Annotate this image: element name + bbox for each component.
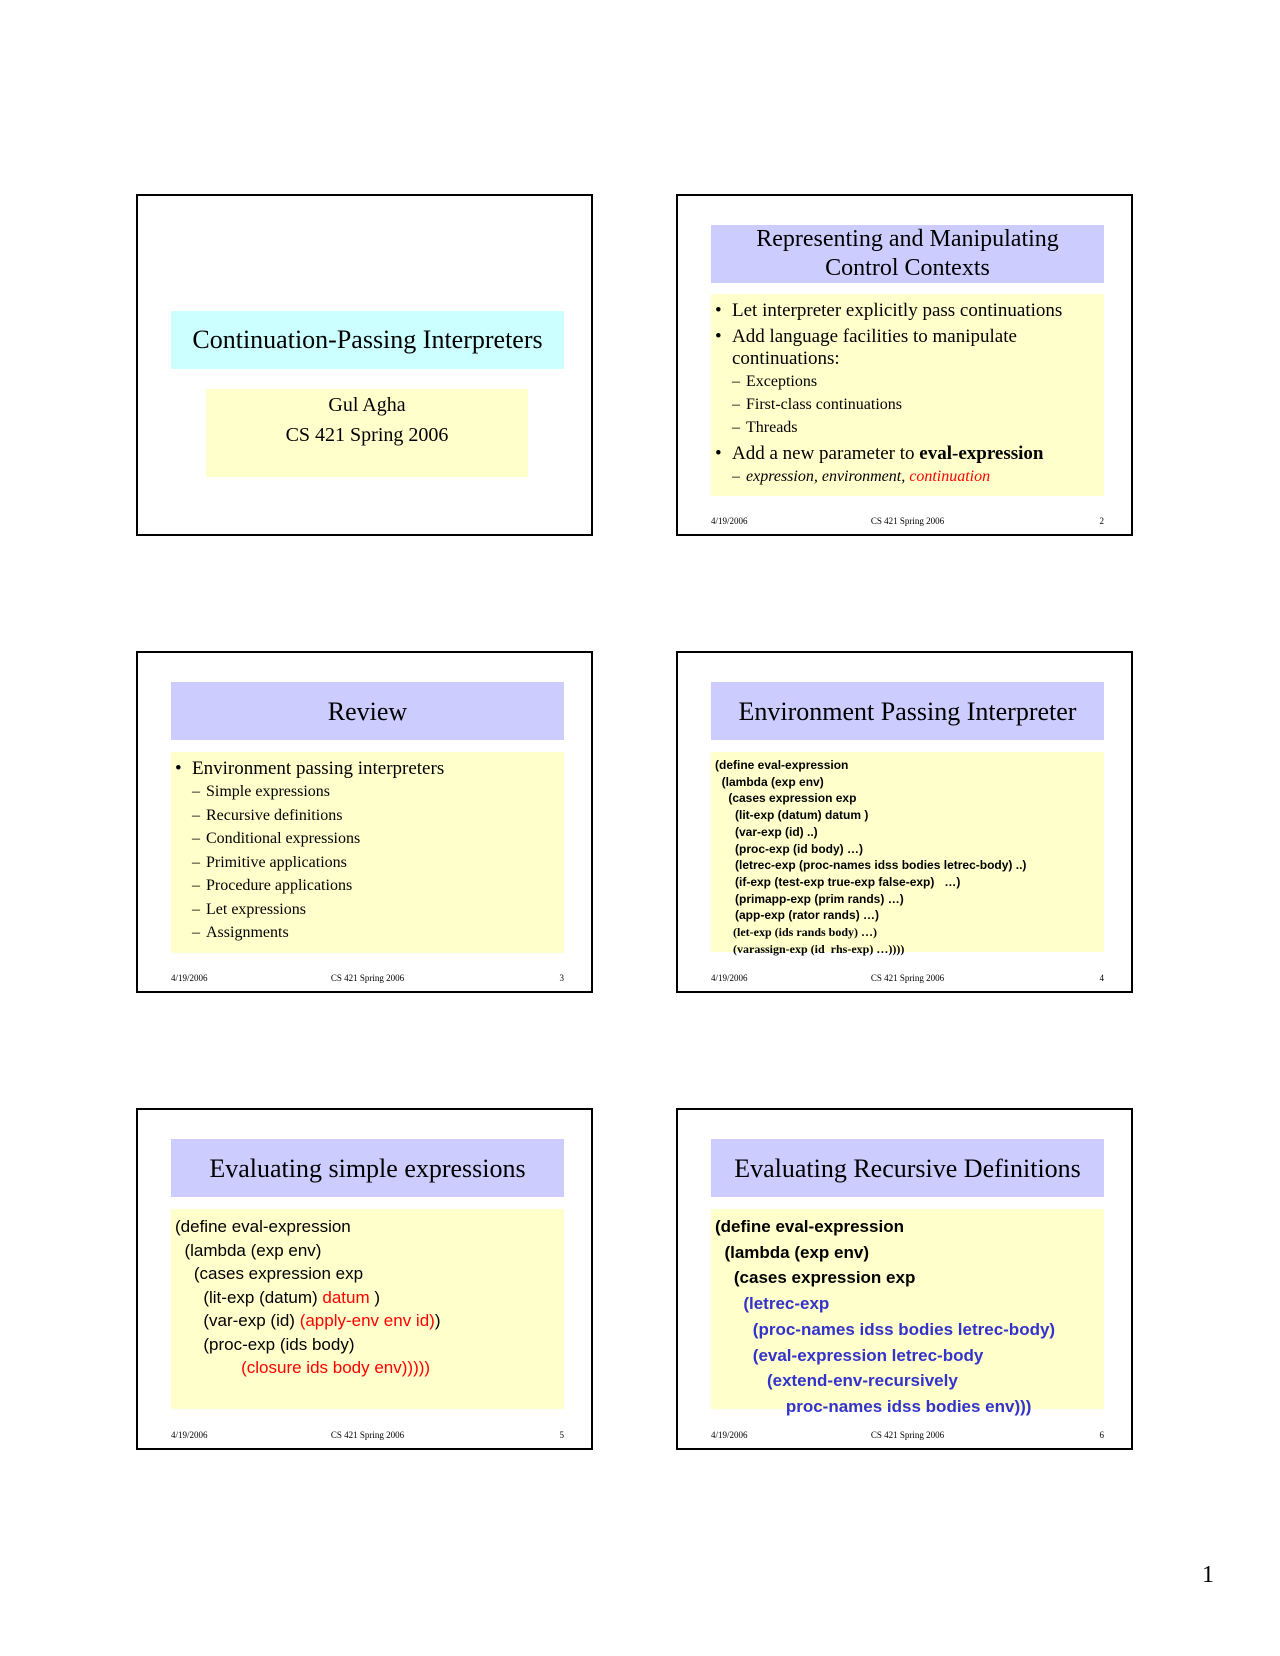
code-line: (proc-names idss bodies letrec-body) — [715, 1319, 1056, 1339]
footer-course: CS 421 Spring 2006 — [870, 1430, 945, 1440]
slide-title: Review — [171, 682, 564, 740]
slide-body — [171, 752, 564, 953]
code-line: (define eval-expression — [175, 1217, 351, 1236]
code-line — [175, 1286, 564, 1310]
slide-2 — [676, 194, 1133, 536]
code-line: (lit-exp (datum) datum ) — [715, 808, 869, 823]
code-line: (letrec-exp (proc-names idss bodies letrec-body) ..) — [715, 858, 1027, 873]
footer-course: CS 421 Spring 2006 — [330, 973, 405, 983]
footer-slide-number: 4 — [1099, 973, 1104, 983]
author-box — [206, 389, 528, 477]
code-line: (proc-exp (id body) …) — [715, 841, 863, 856]
slide-body — [711, 294, 1104, 496]
code-line: (cases expression exp — [715, 791, 857, 806]
title-line-1: Representing and Manipulating — [756, 226, 1059, 252]
code-line: (lambda (exp env) — [715, 774, 824, 789]
bullet-text: continuations: — [732, 348, 840, 369]
bullet-bold-text: eval-expression — [919, 443, 1044, 464]
sub-item — [732, 465, 1104, 488]
code-line: (var-exp (id) ..) — [715, 824, 818, 839]
sub-item: – Let expressions — [192, 898, 564, 922]
title-line-2: Control Contexts — [825, 255, 990, 281]
code-line: (define eval-expression — [715, 1217, 904, 1236]
bullet-item — [711, 443, 1104, 488]
code-line: (define eval-expression — [715, 758, 849, 772]
sub-item: – First-class continuations — [732, 393, 1104, 416]
slide-footer — [711, 516, 1104, 528]
code-line: proc-names idss bodies env))) — [715, 1396, 1032, 1416]
code-text: ) — [434, 1311, 441, 1330]
code-line: (varassign-exp (id rhs-exp) …)))) — [715, 941, 905, 956]
slide-title: Evaluating Recursive Definitions — [711, 1139, 1104, 1197]
code-line: (if-exp (test-exp true-exp false-exp) …) — [715, 874, 961, 889]
footer-slide-number: 6 — [1099, 1430, 1104, 1440]
bullet-text: Let interpreter explicitly pass continuations — [732, 300, 1063, 321]
slide-4 — [676, 651, 1133, 993]
footer-slide-number: 2 — [1099, 516, 1104, 526]
bullet-text: Add a new parameter to — [732, 443, 920, 464]
bullet-text: Environment passing interpreters — [192, 758, 445, 779]
code-line: (extend-env-recursively — [715, 1371, 958, 1391]
code-line — [175, 1309, 564, 1333]
footer-date: 4/19/2006 — [711, 516, 748, 526]
bullet-item — [711, 300, 1104, 322]
bullet-text: • Add language facilities to manipulate — [732, 326, 1017, 347]
sub-item: – Conditional expressions — [192, 827, 564, 851]
code-line: (primapp-exp (prim rands) …) — [715, 891, 904, 906]
code-text-red: (apply-env env id) — [299, 1311, 435, 1330]
code-line: (cases expression exp — [175, 1264, 364, 1283]
page-number: 1 — [1202, 1562, 1214, 1588]
code-line: (lambda (exp env) — [175, 1240, 322, 1260]
slide-footer — [171, 1430, 564, 1442]
slide-title: Evaluating simple expressions — [171, 1139, 564, 1197]
sub-item: – Procedure applications — [192, 874, 564, 898]
code-line: (letrec-exp — [715, 1294, 830, 1314]
sub-item: – Assignments — [192, 921, 564, 945]
slide-title: Continuation-Passing Interpreters — [171, 311, 564, 369]
slide-6 — [676, 1108, 1133, 1450]
sub-item: – Threads — [732, 416, 1104, 439]
footer-date: 4/19/2006 — [711, 973, 748, 983]
code-line: (app-exp (rator rands) …) — [715, 908, 880, 923]
footer-slide-number: 3 — [559, 973, 564, 983]
code-block — [711, 1209, 1104, 1416]
code-line: (let-exp (ids rands body) …) — [715, 925, 878, 940]
author-name: Gul Agha — [328, 394, 406, 416]
slide-footer — [171, 973, 564, 985]
sub-text-red: continuation — [909, 468, 991, 485]
code-text-red: datum — [322, 1287, 370, 1307]
code-text: (var-exp (id) — [175, 1311, 300, 1330]
slide-1 — [136, 194, 593, 536]
code-line: (closure ids body env))))) — [175, 1358, 431, 1377]
footer-course: CS 421 Spring 2006 — [330, 1430, 405, 1440]
code-line: (lambda (exp env) — [715, 1242, 869, 1262]
slide-title — [711, 225, 1104, 283]
footer-date: 4/19/2006 — [171, 1430, 208, 1440]
course-name: CS 421 Spring 2006 — [285, 424, 449, 446]
bullet-item — [171, 758, 564, 945]
sub-item: – Primitive applications — [192, 851, 564, 875]
sub-text: expression, environment, — [746, 468, 910, 485]
sub-item: – Recursive definitions — [192, 804, 564, 828]
slide-footer — [711, 1430, 1104, 1442]
footer-slide-number: 5 — [559, 1430, 564, 1440]
code-block — [171, 1209, 564, 1409]
slide-5 — [136, 1108, 593, 1450]
code-text: ) — [369, 1287, 381, 1307]
footer-date: 4/19/2006 — [171, 973, 208, 983]
slide-footer — [711, 973, 1104, 985]
bullet-item — [711, 326, 1104, 439]
code-line: (cases expression exp — [715, 1268, 916, 1288]
slide-title: Environment Passing Interpreter — [711, 682, 1104, 740]
code-text: (lit-exp (datum) — [175, 1287, 323, 1307]
code-block — [711, 752, 1104, 956]
code-line: (proc-exp (ids body) — [175, 1334, 355, 1354]
sub-item: – Exceptions — [732, 370, 1104, 393]
code-line: (eval-expression letrec-body — [715, 1345, 984, 1365]
sub-item: – Simple expressions — [192, 780, 564, 804]
footer-course: CS 421 Spring 2006 — [870, 973, 945, 983]
slide-3 — [136, 651, 593, 993]
footer-course: CS 421 Spring 2006 — [870, 516, 945, 526]
footer-date: 4/19/2006 — [711, 1430, 748, 1440]
